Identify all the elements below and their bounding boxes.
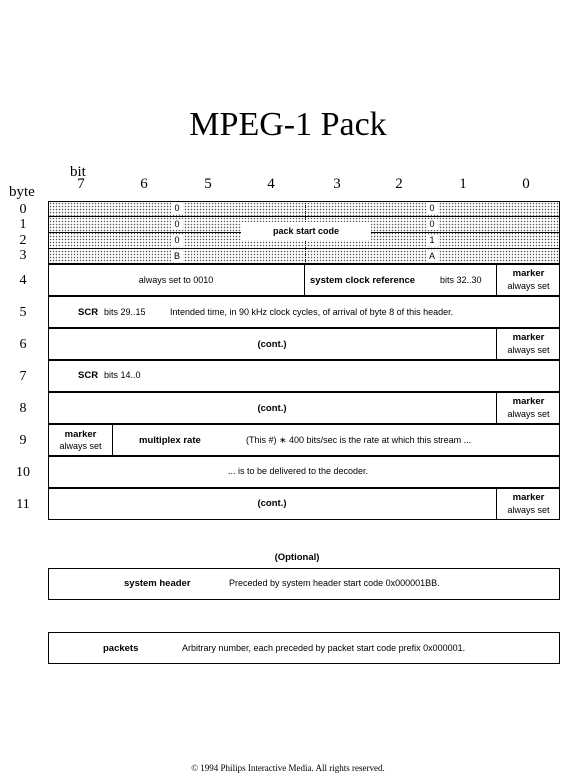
- scr-label: system clock reference: [310, 275, 416, 286]
- marker-sub: always set: [507, 281, 550, 291]
- packets-label: packets: [103, 643, 139, 654]
- marker-label: marker: [512, 332, 545, 343]
- multiplex-rate-label: multiplex rate: [139, 435, 201, 446]
- marker-label: marker: [512, 396, 545, 407]
- bit-3: 3: [333, 176, 341, 192]
- bit-4: 4: [267, 176, 275, 192]
- bit-value: A: [426, 251, 438, 262]
- marker-sub: always set: [507, 345, 550, 355]
- page-title: MPEG-1 Pack: [189, 106, 387, 143]
- byte-1: 1: [19, 217, 27, 232]
- byte-4: 4: [19, 273, 27, 288]
- marker-label: marker: [64, 429, 97, 440]
- byte-divider: [48, 248, 560, 249]
- cont-label: (cont.): [257, 403, 287, 414]
- bit-value: 0: [171, 235, 183, 246]
- byte-5: 5: [19, 305, 27, 320]
- marker-label: marker: [512, 268, 545, 279]
- packets-description: Arbitrary number, each preceded by packet start code prefix 0x000001.: [182, 643, 466, 653]
- byte-3: 3: [19, 248, 27, 263]
- bit-value: 0: [426, 203, 438, 214]
- byte-11: 11: [16, 497, 30, 512]
- system-header-label: system header: [124, 578, 191, 589]
- bit-2: 2: [395, 176, 403, 192]
- scr-bits: bits 32..30: [440, 275, 482, 285]
- multiplex-rate-description: (This #) ∗ 400 bits/sec is the rate at which this stream ...: [246, 435, 472, 445]
- bit-label: bit: [70, 164, 86, 180]
- byte-label: byte: [9, 184, 35, 200]
- scr-description: Intended time, in 90 kHz clock cycles, of arrival of byte 8 of this header.: [170, 307, 454, 317]
- multiplex-rate-continuation: ... is to be delivered to the decoder.: [227, 466, 369, 476]
- marker-sub: always set: [59, 441, 102, 451]
- byte-10: 10: [16, 465, 30, 480]
- optional-label: (Optional): [274, 552, 320, 563]
- scr-label: SCR: [78, 307, 99, 318]
- byte-2: 2: [19, 233, 27, 248]
- bit-1: 1: [459, 176, 467, 192]
- always-set-0010: always set to 0010: [138, 275, 214, 285]
- scr-label: SCR: [78, 370, 99, 381]
- cont-label: (cont.): [257, 498, 287, 509]
- pack-start-code-label: pack start code: [241, 222, 371, 240]
- marker-sub: always set: [507, 409, 550, 419]
- marker-sub: always set: [507, 505, 550, 515]
- byte-7: 7: [19, 369, 27, 384]
- bit-0: 0: [522, 176, 530, 192]
- bit-value: 0: [171, 219, 183, 230]
- bit-value: B: [171, 251, 183, 262]
- byte-0: 0: [19, 202, 27, 217]
- cont-label: (cont.): [257, 339, 287, 350]
- bit-5: 5: [204, 176, 212, 192]
- byte-9: 9: [19, 433, 27, 448]
- scr-bits: bits 29..15: [104, 307, 146, 317]
- byte-divider: [48, 216, 560, 217]
- bit-value: 0: [171, 203, 183, 214]
- bit-value: 1: [426, 235, 438, 246]
- bit-7: 7: [77, 176, 85, 192]
- bit-value: 0: [426, 219, 438, 230]
- byte-8: 8: [19, 401, 27, 416]
- copyright-footer: © 1994 Philips Interactive Media. All rights reserved.: [191, 763, 385, 773]
- scr-bits: bits 14..0: [104, 370, 141, 380]
- marker-label: marker: [512, 492, 545, 503]
- bit-6: 6: [140, 176, 148, 192]
- byte-6: 6: [19, 337, 27, 352]
- system-header-description: Preceded by system header start code 0x000001BB.: [229, 578, 440, 588]
